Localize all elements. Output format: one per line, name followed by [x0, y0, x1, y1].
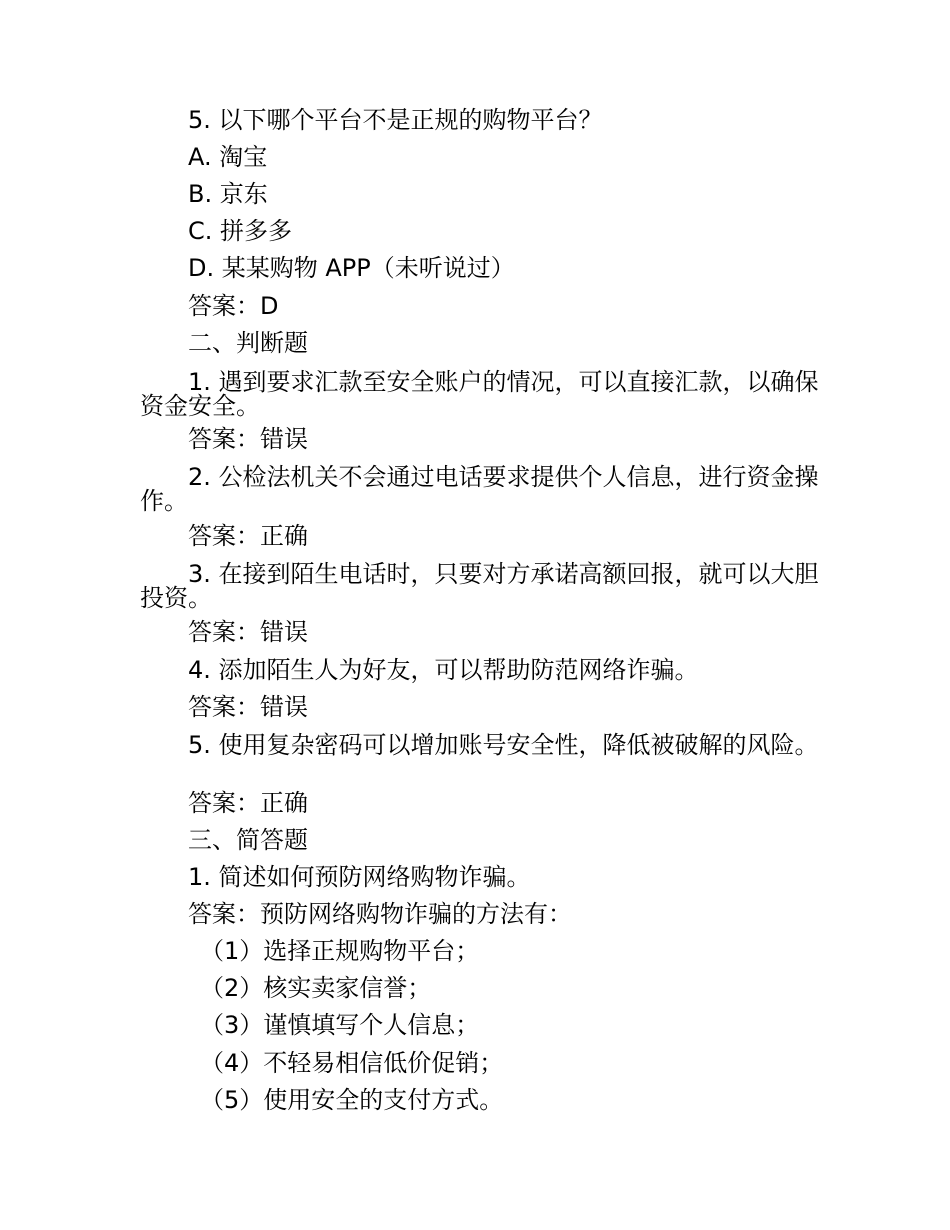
- option-b: B. 京东: [188, 180, 268, 208]
- tf-question-2: 2. 公检法机关不会通过电话要求提供个人信息，进行资金操作。: [140, 463, 819, 515]
- answer-point-5: （5）使用安全的支付方式。: [200, 1086, 504, 1114]
- section-heading-short-answer: 三、简答题: [188, 826, 308, 854]
- option-d: D. 某某购物 APP（未听说过）: [188, 254, 515, 282]
- option-c: C. 拼多多: [188, 217, 293, 245]
- tf-answer-3: 答案：错误: [188, 618, 308, 646]
- tf-answer-2: 答案：正确: [188, 522, 308, 550]
- choice-answer-5: 答案：D: [188, 292, 279, 320]
- answer-point-2: （2）核实卖家信誉；: [200, 974, 432, 1002]
- tf-answer-5: 答案：正确: [188, 789, 308, 817]
- choice-question-5: 5. 以下哪个平台不是正规的购物平台？: [188, 106, 603, 134]
- answer-point-4: （4）不轻易相信低价促销；: [200, 1049, 504, 1077]
- tf-answer-1: 答案：错误: [188, 425, 308, 453]
- tf-question-3: 3. 在接到陌生电话时，只要对方承诺高额回报，就可以大胆投资。: [140, 560, 819, 612]
- short-question-1: 1. 简述如何预防网络购物诈骗。: [188, 863, 531, 891]
- answer-point-1: （1）选择正规购物平台；: [200, 937, 480, 965]
- short-answer-intro: 答案：预防网络购物诈骗的方法有：: [188, 900, 572, 928]
- section-heading-true-false: 二、判断题: [188, 329, 308, 357]
- tf-answer-4: 答案：错误: [188, 693, 308, 721]
- tf-question-5: 5. 使用复杂密码可以增加账号安全性，降低被破解的风险。: [188, 731, 819, 759]
- option-a: A. 淘宝: [188, 143, 268, 171]
- tf-question-4: 4. 添加陌生人为好友，可以帮助防范网络诈骗。: [188, 656, 699, 684]
- tf-question-1: 1. 遇到要求汇款至安全账户的情况，可以直接汇款，以确保资金安全。: [140, 368, 819, 420]
- answer-point-3: （3）谨慎填写个人信息；: [200, 1011, 480, 1039]
